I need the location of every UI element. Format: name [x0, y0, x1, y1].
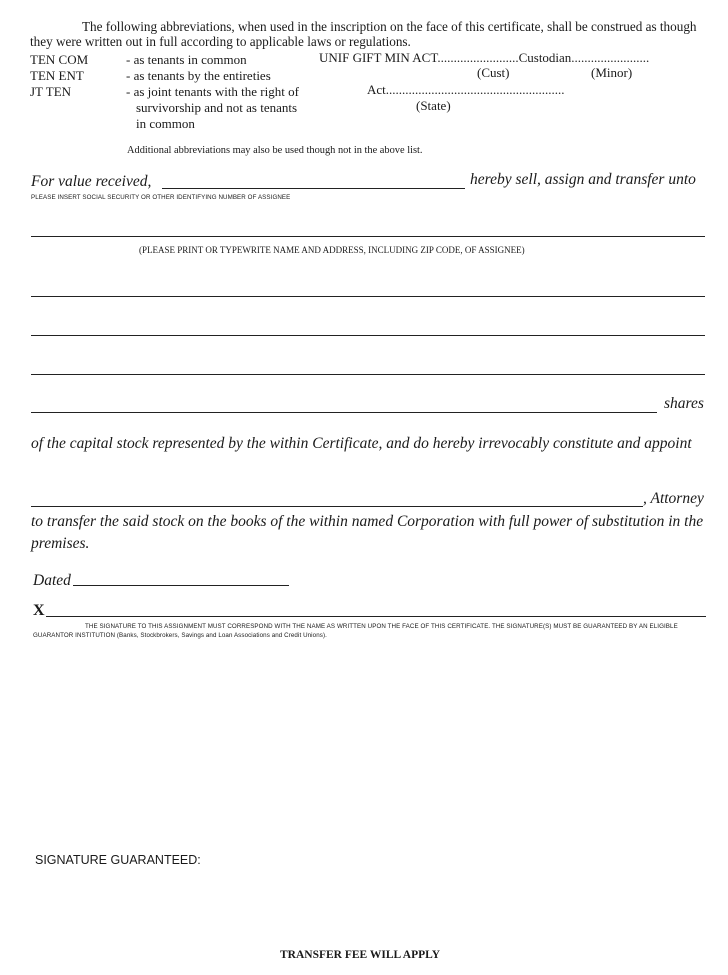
- signature-line: [46, 616, 706, 617]
- for-value-received: For value received,: [31, 173, 152, 190]
- transfer-fee-notice: TRANSFER FEE WILL APPLY: [280, 949, 441, 961]
- date-line: [73, 585, 289, 586]
- signature-guaranteed-label: SIGNATURE GUARANTEED:: [35, 853, 201, 867]
- minor-label: (Minor): [591, 65, 633, 80]
- unif-gift-min-act-line: UNIF GIFT MIN ACT.........................Custodian........................: [319, 50, 650, 65]
- assignee-address-line-1: [31, 296, 705, 297]
- signature-x-mark: X: [33, 602, 45, 619]
- additional-abbreviations-note: Additional abbreviations may also be used though not in the above list.: [127, 145, 423, 156]
- assignee-ssn-line: [31, 236, 705, 237]
- cust-label: (Cust): [477, 65, 510, 80]
- signature-requirement-note: THE SIGNATURE TO THIS ASSIGNMENT MUST CORRESPOND WITH THE NAME AS WRITTEN UPON THE FACE OF THIS CERTIFICATE. THE SIGNATURE(S) MUST BE GUARANTEED BY AN ELIGIBLE GUARANTOR INSTITUTION (Banks, Stockbrokers, Savings and Loan Associations and Credit Unions).: [33, 623, 678, 639]
- abbr-ten-com-meaning: - as tenants in common: [126, 52, 247, 67]
- shares-label: shares: [664, 395, 704, 412]
- print-name-note: (PLEASE PRINT OR TYPEWRITE NAME AND ADDRESS, INCLUDING ZIP CODE, OF ASSIGNEE): [139, 245, 525, 255]
- act-line: Act.......................................................: [367, 82, 565, 97]
- dated-label: Dated: [33, 572, 71, 589]
- ssn-note: PLEASE INSERT SOCIAL SECURITY OR OTHER IDENTIFYING NUMBER OF ASSIGNEE: [31, 194, 291, 201]
- intro-paragraph: The following abbreviations, when used in the inscription on the face of this certificate, shall be construed as though they were written out in full according to applicable laws or regulations.: [30, 19, 697, 49]
- transfer-stock-text: to transfer the said stock on the books of the within named Corporation with full power of substitution in the premises.: [31, 513, 704, 552]
- abbr-ten-ent-meaning: - as tenants by the entireties: [126, 68, 271, 83]
- hereby-sell-text: hereby sell, assign and transfer unto: [470, 171, 696, 188]
- abbr-jt-ten-meaning-3: in common: [136, 116, 195, 131]
- assignee-address-line-2: [31, 335, 705, 336]
- shares-line: [31, 412, 657, 413]
- state-label: (State): [416, 98, 451, 113]
- capital-stock-text: of the capital stock represented by the within Certificate, and do hereby irrevocably constitute and appoint: [31, 435, 692, 452]
- abbr-jt-ten-meaning-2: survivorship and not as tenants: [136, 100, 298, 115]
- attorney-label: , Attorney: [643, 490, 704, 507]
- attorney-line: [31, 506, 643, 507]
- abbr-jt-ten-meaning-1: - as joint tenants with the right of: [126, 84, 299, 99]
- abbr-ten-ent: TEN ENT: [30, 68, 84, 83]
- abbr-jt-ten: JT TEN: [30, 84, 72, 99]
- assignee-address-line-3: [31, 374, 705, 375]
- abbr-ten-com: TEN COM: [30, 52, 89, 67]
- consideration-line: [162, 188, 465, 189]
